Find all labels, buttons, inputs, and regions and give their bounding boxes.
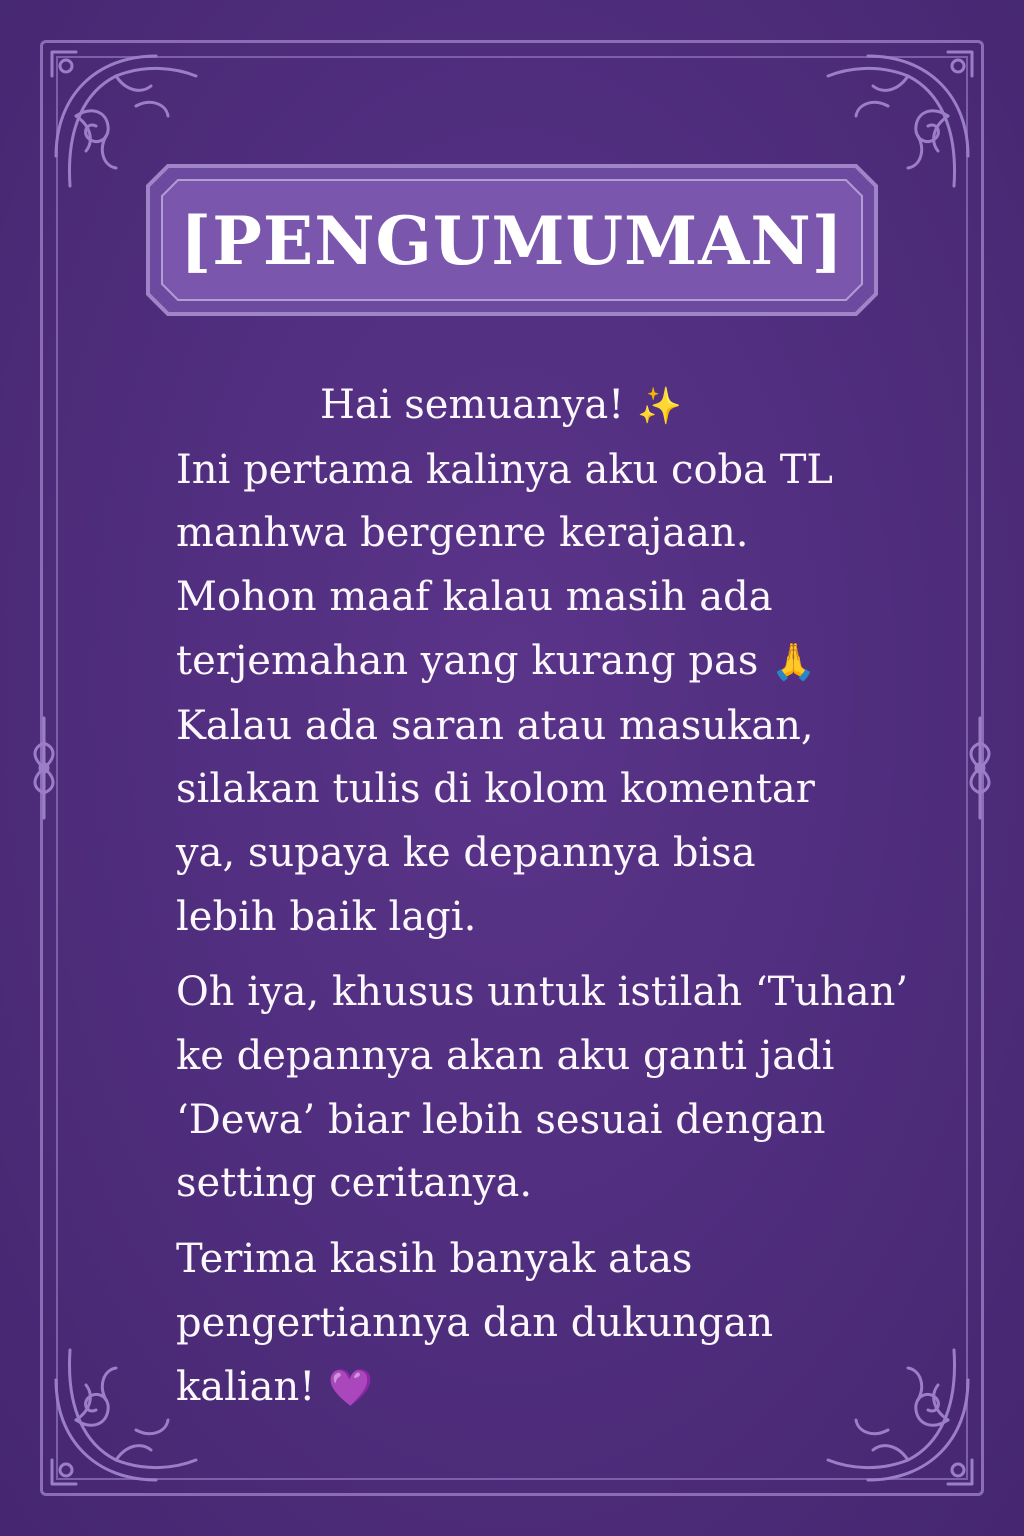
text-line: ya, supaya ke depannya bisa bbox=[176, 829, 756, 876]
title-banner bbox=[138, 156, 886, 324]
text-line: Oh iya, khusus untuk istilah ‘Tuhan’ bbox=[176, 969, 909, 1016]
text-line: ke depannya akan aku ganti jadi bbox=[176, 1033, 835, 1080]
greeting-line bbox=[176, 374, 966, 439]
text-line: Ini pertama kalinya aku coba TL bbox=[176, 446, 833, 493]
purple-heart-icon: 💜 bbox=[328, 1367, 373, 1409]
text-line: setting ceritanya. bbox=[176, 1160, 533, 1207]
text-line: lebih baik lagi. bbox=[176, 893, 477, 940]
paragraph-apology bbox=[176, 439, 966, 950]
praying-hands-icon: 🙏 bbox=[771, 641, 816, 683]
text-line: Terima kasih banyak atas bbox=[176, 1236, 693, 1283]
text-line-with-emoji bbox=[176, 630, 966, 695]
text-line: kalian! bbox=[176, 1363, 316, 1410]
text-line: Mohon maaf kalau masih ada bbox=[176, 574, 773, 621]
text-line: Kalau ada saran atau masukan, bbox=[176, 702, 814, 749]
text-line: pengertiannya dan dukungan bbox=[176, 1299, 774, 1346]
text-line: terjemahan yang kurang pas bbox=[176, 637, 759, 684]
text-line: silakan tulis di kolom komentar bbox=[176, 766, 815, 813]
text-line: manhwa bergenre kerajaan. bbox=[176, 510, 749, 557]
text-line-with-emoji bbox=[176, 1356, 966, 1421]
sparkle-icon: ✨ bbox=[636, 386, 682, 427]
announcement-body bbox=[176, 374, 966, 1420]
page-title: [PENGUMUMAN] bbox=[180, 202, 844, 280]
side-motif-icon bbox=[960, 713, 1000, 823]
side-motif-icon bbox=[24, 713, 64, 823]
paragraph-terminology bbox=[176, 961, 966, 1216]
paragraph-thanks bbox=[176, 1228, 966, 1420]
greeting-text: Hai semuanya! bbox=[320, 382, 625, 428]
text-line: ‘Dewa’ biar lebih sesuai dengan bbox=[176, 1096, 826, 1143]
